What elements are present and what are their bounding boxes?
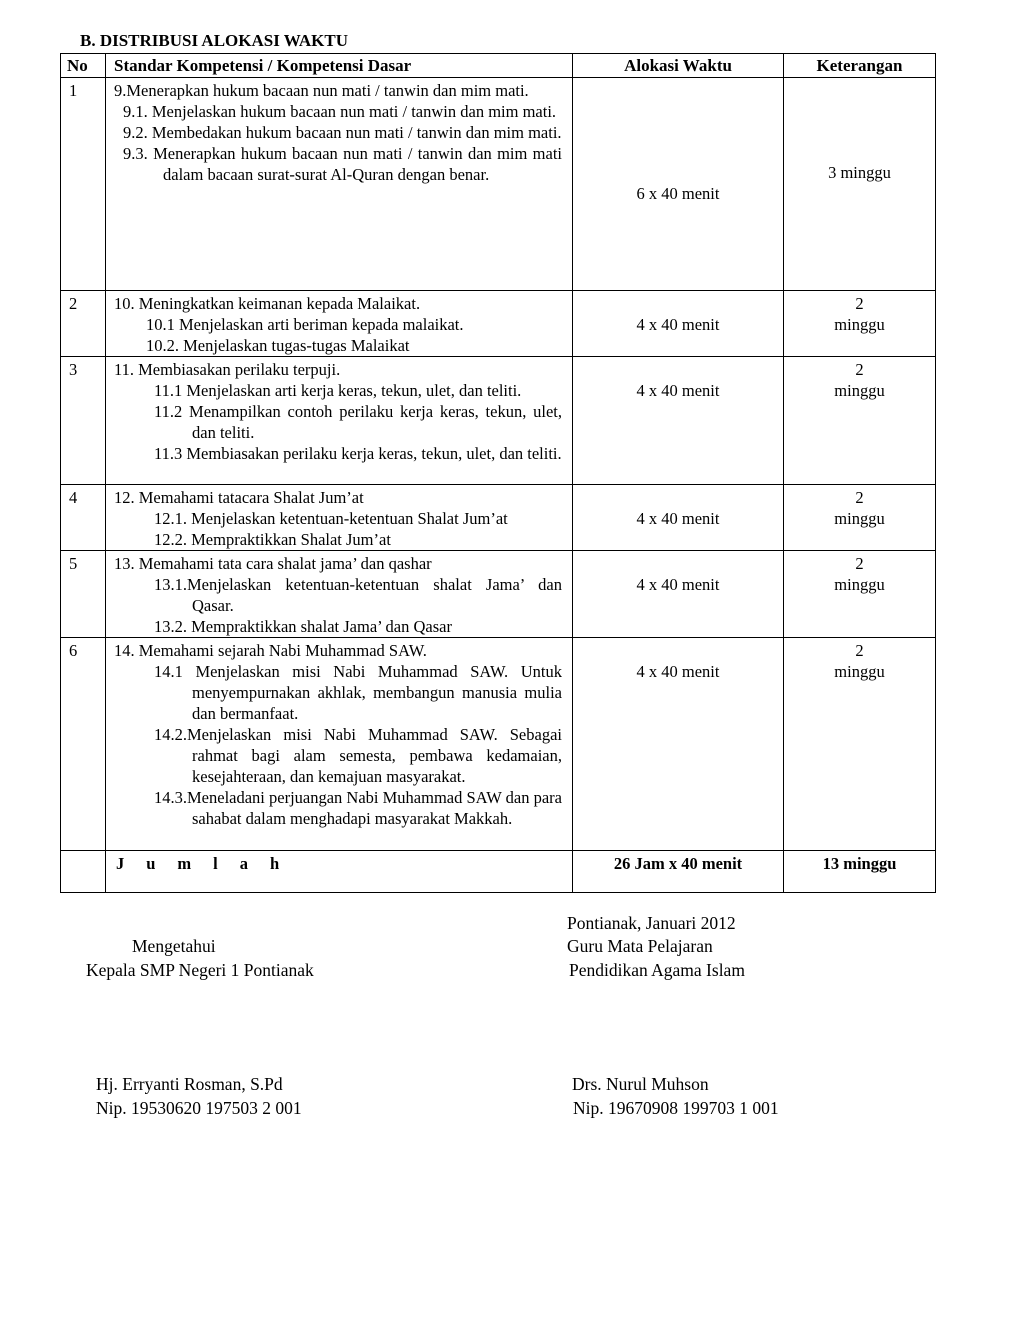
total-row-number [61, 851, 106, 893]
header-keterangan: Keterangan [784, 54, 936, 78]
basic-competency: 9.1. Menjelaskan hukum bacaan nun mati / tanwin dan mim mati. [123, 102, 557, 121]
basic-competency: 12.1. Menjelaskan ketentuan-ketentuan Shalat Jum’at [154, 509, 508, 528]
standard-competency: 11. Membiasakan perilaku terpuji. [114, 360, 341, 379]
basic-competency: 10.2. Menjelaskan tugas-tugas Malaikat [146, 336, 410, 355]
place-date: Pontianak, Januari 2012 [567, 913, 736, 933]
basic-competency: 9.2. Membedakan hukum bacaan nun mati / tanwin dan mim mati. [123, 123, 562, 142]
competency-cell [106, 78, 573, 291]
table-row [61, 551, 936, 638]
total-row [61, 851, 936, 893]
allocation-value: 4 x 40 menit [636, 575, 720, 594]
note-value: 2 [855, 360, 864, 379]
basic-competency: 13.2. Mempraktikkan shalat Jama’ dan Qasar [154, 617, 452, 636]
allocation-value: 4 x 40 menit [636, 315, 720, 334]
left-role-line-1: Mengetahui [132, 936, 216, 956]
table-row [61, 357, 936, 485]
header-alokasi-waktu: Alokasi Waktu [573, 54, 784, 78]
table-row [61, 78, 936, 291]
allocation-cell [573, 485, 784, 551]
competency-cell [106, 551, 573, 638]
table-row [61, 638, 936, 851]
note-cell [784, 78, 936, 291]
total-label: Jumlah [116, 854, 302, 873]
basic-competency: 12.2. Mempraktikkan Shalat Jum’at [154, 530, 391, 549]
allocation-cell [573, 638, 784, 851]
competency-cell [106, 291, 573, 357]
allocation-cell [573, 551, 784, 638]
right-signatory-name: Drs. Nurul Muhson [572, 1074, 709, 1094]
allocation-table [60, 53, 936, 893]
right-role-line-2: Pendidikan Agama Islam [569, 960, 745, 980]
standard-competency: 13. Memahami tata cara shalat jama’ dan qashar [114, 554, 432, 573]
competency-cell [106, 485, 573, 551]
table-row [61, 485, 936, 551]
basic-competency: 14.1 Menjelaskan misi Nabi Muhammad SAW. Untuk menyempurnakan akhlak, membangun manusia mulia dan bermanfaat. [154, 662, 562, 723]
row-number: 3 [61, 357, 106, 485]
competency-cell [106, 638, 573, 851]
allocation-value: 6 x 40 menit [636, 184, 720, 203]
row-number: 2 [61, 291, 106, 357]
left-role-line-2: Kepala SMP Negeri 1 Pontianak [86, 960, 314, 980]
row-number: 4 [61, 485, 106, 551]
note-cell [784, 357, 936, 485]
right-role-line-1: Guru Mata Pelajaran [567, 936, 713, 956]
basic-competency: 9.3. Menerapkan hukum bacaan nun mati / tanwin dan mim mati dalam bacaan surat-surat Al-Quran dengan benar. [123, 144, 562, 184]
table-header-row [61, 54, 936, 78]
row-number: 6 [61, 638, 106, 851]
total-note: 13 minggu [784, 851, 936, 893]
note-unit: minggu [834, 575, 885, 594]
left-signatory-nip: Nip. 19530620 197503 2 001 [96, 1098, 302, 1118]
basic-competency: 11.2 Menampilkan contoh perilaku kerja keras, tekun, ulet, dan teliti. [154, 402, 562, 442]
basic-competency: 11.3 Membiasakan perilaku kerja keras, tekun, ulet, dan teliti. [154, 444, 562, 463]
note-unit: minggu [834, 662, 885, 681]
allocation-value: 4 x 40 menit [636, 662, 720, 681]
standard-competency: 14. Memahami sejarah Nabi Muhammad SAW. [114, 641, 427, 660]
table-row [61, 291, 936, 357]
note-value: 2 [855, 641, 864, 660]
basic-competency: 14.2.Menjelaskan misi Nabi Muhammad SAW. Sebagai rahmat bagi alam semesta, pembawa kedamaian, kesejahteraan, dan kemajuan masyarakat. [154, 725, 562, 786]
note-cell [784, 638, 936, 851]
note-cell [784, 485, 936, 551]
basic-competency: 13.1.Menjelaskan ketentuan-ketentuan shalat Jama’ dan Qasar. [154, 575, 562, 615]
section-title: B. DISTRIBUSI ALOKASI WAKTU [80, 31, 348, 50]
note-value: 2 [855, 554, 864, 573]
total-allocation: 26 Jam x 40 menit [573, 851, 784, 893]
allocation-value: 4 x 40 menit [636, 509, 720, 528]
allocation-value: 4 x 40 menit [636, 381, 720, 400]
allocation-cell [573, 291, 784, 357]
row-number: 5 [61, 551, 106, 638]
note-cell [784, 551, 936, 638]
note-unit: minggu [834, 509, 885, 528]
row-number: 1 [61, 78, 106, 291]
competency-cell [106, 357, 573, 485]
standard-competency: 9.Menerapkan hukum bacaan nun mati / tanwin dan mim mati. [114, 81, 529, 100]
note-value: 3 minggu [828, 163, 891, 182]
note-unit: minggu [834, 315, 885, 334]
note-value: 2 [855, 294, 864, 313]
note-value: 2 [855, 488, 864, 507]
standard-competency: 12. Memahami tatacara Shalat Jum’at [114, 488, 364, 507]
header-no: No [61, 54, 106, 78]
total-label-cell [106, 851, 573, 893]
basic-competency: 10.1 Menjelaskan arti beriman kepada malaikat. [146, 315, 464, 334]
standard-competency: 10. Meningkatkan keimanan kepada Malaikat. [114, 294, 421, 313]
allocation-cell [573, 357, 784, 485]
basic-competency: 11.1 Menjelaskan arti kerja keras, tekun, ulet, dan teliti. [154, 381, 522, 400]
allocation-cell [573, 78, 784, 291]
basic-competency: 14.3.Meneladani perjuangan Nabi Muhammad SAW dan para sahabat dalam menghadapi masyarakat Makkah. [154, 788, 563, 828]
note-unit: minggu [834, 381, 885, 400]
header-standar-kompetensi: Standar Kompetensi / Kompetensi Dasar [106, 54, 573, 78]
note-cell [784, 291, 936, 357]
left-signatory-name: Hj. Erryanti Rosman, S.Pd [96, 1074, 283, 1094]
right-signatory-nip: Nip. 19670908 199703 1 001 [573, 1098, 779, 1118]
